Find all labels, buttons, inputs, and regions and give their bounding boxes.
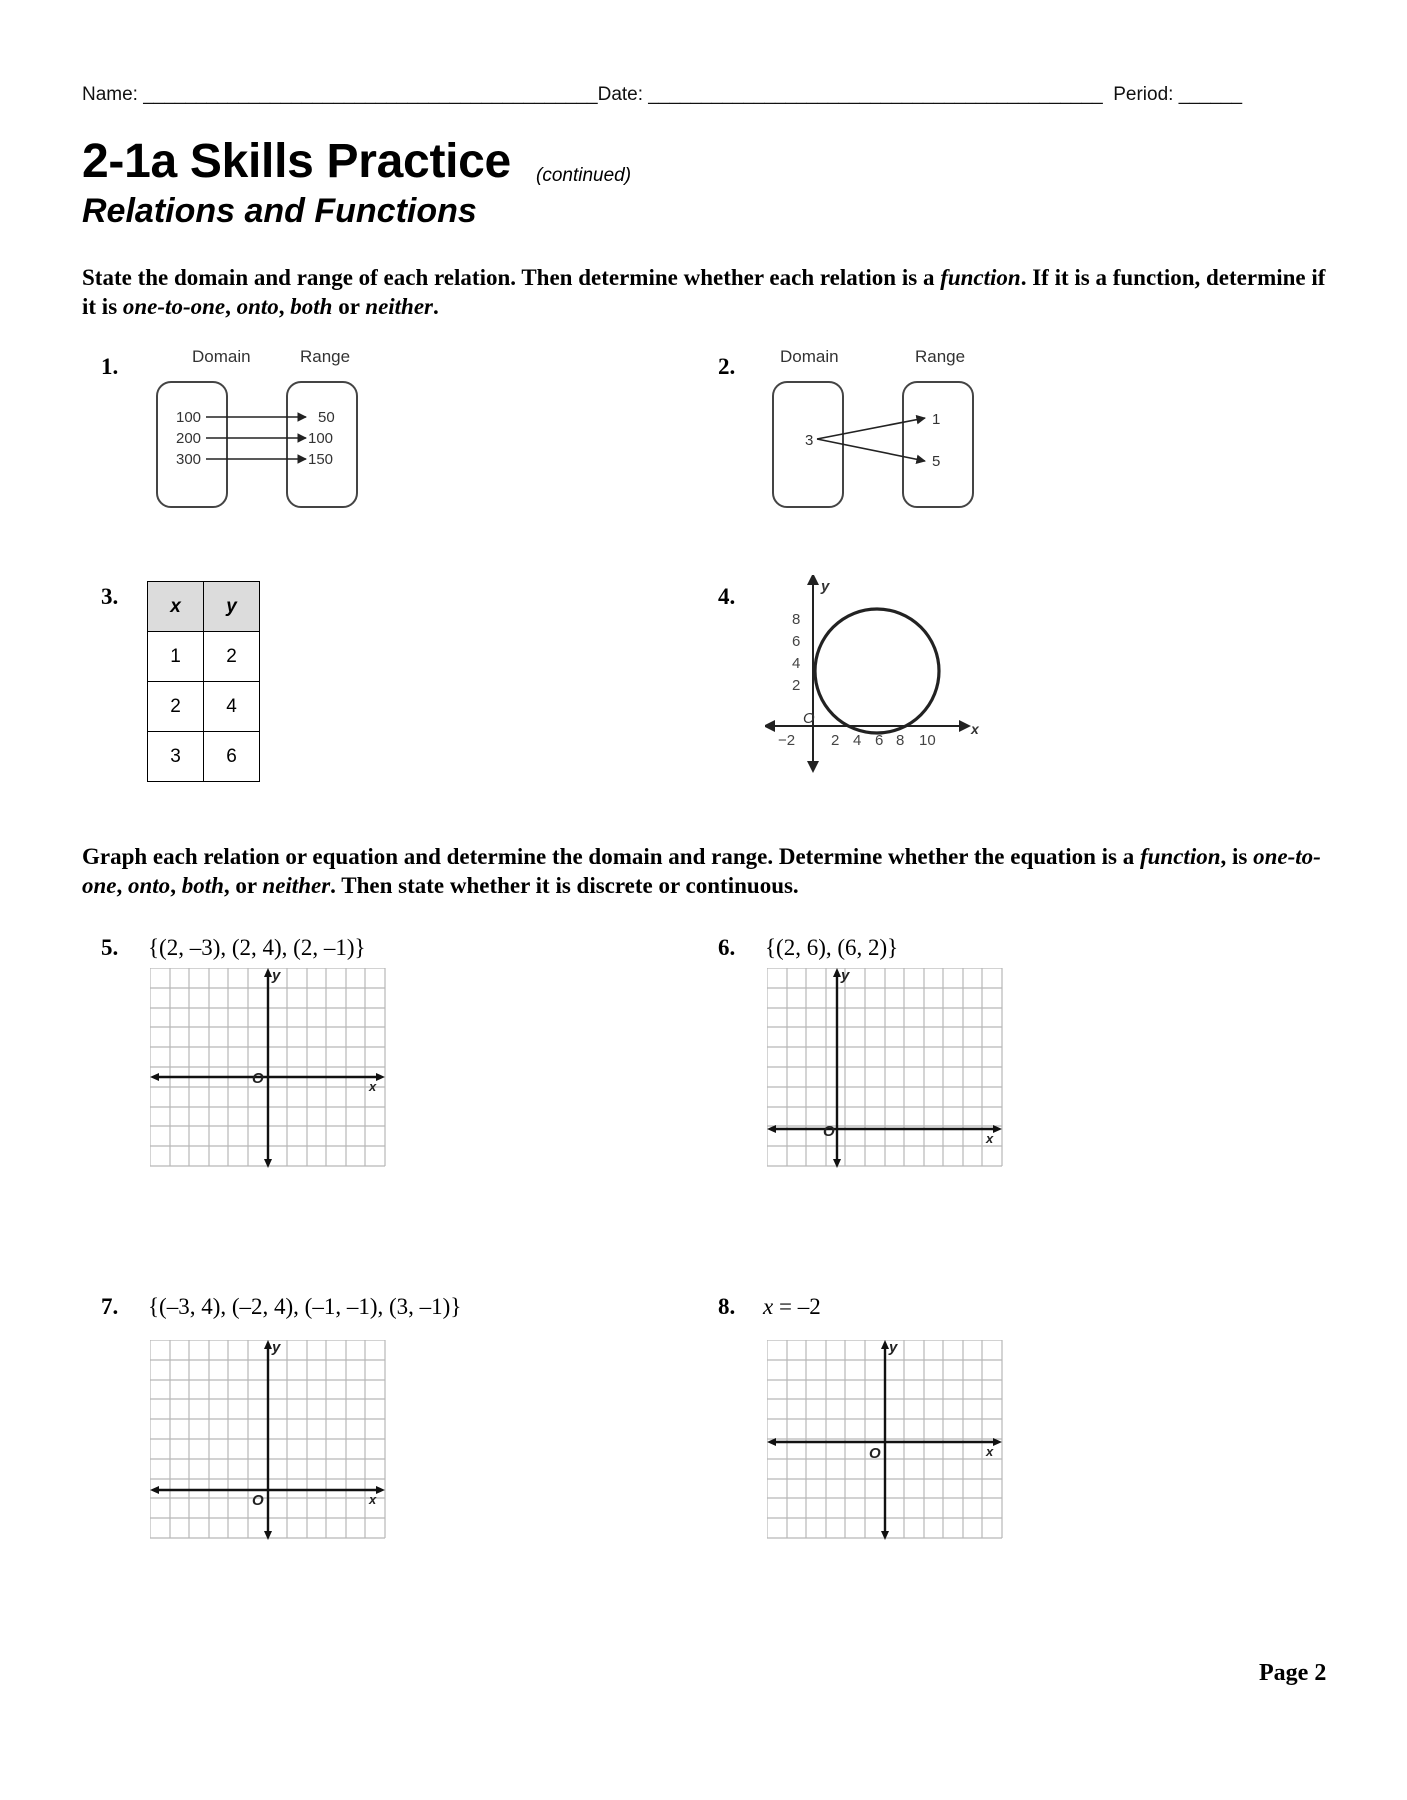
q4-x-tick-6: 6: [875, 732, 884, 749]
q8-equation-rest: = –2: [773, 1294, 821, 1319]
question-2-number: 2.: [718, 354, 736, 379]
question-1-number: 1.: [101, 354, 119, 379]
instruction-fragment: both: [181, 873, 224, 898]
coordinate-grid: [767, 1340, 1008, 1542]
y-axis-arrow-up: [264, 968, 272, 977]
table-row: [148, 732, 260, 782]
question-4-number: 4.: [718, 584, 736, 609]
instruction-fragment: , is: [1220, 844, 1254, 869]
q8-graph-grid: [767, 1340, 1008, 1547]
q3-header-x: x: [148, 582, 204, 632]
q4-y-axis-label: y: [821, 578, 830, 595]
instruction-fragment: one-to-one: [122, 294, 226, 319]
instruction-fragment: ,: [116, 873, 128, 898]
coordinate-grid: [767, 968, 1008, 1170]
q1-domain-value-3: 300: [176, 451, 202, 468]
question-8-equation: [763, 1294, 821, 1320]
y-axis-label: y: [272, 1340, 281, 1356]
q4-circle-graph: [765, 575, 995, 775]
instruction-fragment: neither: [365, 294, 434, 319]
q4-x-tick-8: 8: [896, 732, 905, 749]
question-8-number: 8.: [718, 1294, 736, 1319]
y-axis-arrow-up: [833, 968, 841, 977]
name-date-period-line: Name: ___________________________________________Date: ___________________________________________ Period: ______: [82, 84, 1243, 105]
q3-header-y: y: [204, 582, 260, 632]
q1-mapping-diagram: [150, 342, 370, 512]
question-6-number: 6.: [718, 935, 736, 960]
question-7-number: 7.: [101, 1294, 119, 1319]
y-axis-arrow-down: [881, 1531, 889, 1540]
table-cell: 4: [204, 682, 260, 732]
instruction-fragment: neither: [262, 873, 331, 898]
instruction-fragment: function: [1139, 844, 1221, 869]
origin-label: O: [252, 1492, 264, 1509]
q1-domain-label: Domain: [192, 347, 251, 366]
y-axis-arrow-down: [833, 1159, 841, 1168]
instruction-fragment: Graph each relation or equation and determine the domain and range. Determine whether the equation is a: [82, 844, 1140, 869]
q1-range-label: Range: [300, 347, 351, 366]
question-7-relation: {(–3, 4), (–2, 4), (–1, –1), (3, –1)}: [148, 1294, 462, 1319]
q4-x-tick-2: 2: [831, 732, 840, 749]
coordinate-grid: [150, 968, 391, 1170]
q2-domain-label: Domain: [780, 347, 839, 366]
q4-circle-relation: [815, 609, 939, 733]
table-cell: 6: [204, 732, 260, 782]
worksheet-subtitle: Relations and Functions: [82, 192, 477, 230]
section2-instructions: [82, 842, 1332, 900]
instruction-fragment: . If it is a function, determine if it is: [82, 265, 1326, 319]
instruction-fragment: onto: [236, 294, 279, 319]
q2-range-label: Range: [915, 347, 966, 366]
table-row: [148, 632, 260, 682]
origin-label: O: [869, 1445, 881, 1462]
q4-x-tick-10: 10: [919, 732, 936, 749]
q4-y-tick-2: 2: [792, 677, 801, 694]
q4-origin-label: O: [803, 710, 815, 727]
section1-instructions: [82, 263, 1332, 321]
q4-y-tick-6: 6: [792, 633, 801, 650]
y-axis-label: y: [841, 968, 850, 984]
q6-graph-grid: [767, 968, 1008, 1175]
x-axis-label: x: [986, 1131, 994, 1146]
q4-y-tick-4: 4: [792, 655, 801, 672]
question-5-relation: {(2, –3), (2, 4), (2, –1)}: [148, 935, 366, 960]
q4-x-tick-4: 4: [853, 732, 862, 749]
instruction-fragment: ,: [170, 873, 182, 898]
question-3-number: 3.: [101, 584, 119, 609]
table-cell: 2: [204, 632, 260, 682]
instruction-fragment: one-to-one: [82, 844, 1321, 898]
continued-note: (continued): [536, 165, 632, 186]
instruction-fragment: or: [332, 294, 366, 319]
question-5-number: 5.: [101, 935, 119, 960]
x-axis-arrow-left: [150, 1073, 159, 1081]
x-axis-label: x: [986, 1444, 994, 1459]
q1-range-value-1: 50: [318, 409, 335, 426]
page-number: Page 2: [1259, 1660, 1327, 1686]
coordinate-grid: [150, 1340, 391, 1542]
q4-x-axis-label: x: [971, 721, 979, 737]
y-axis-arrow-down: [264, 1531, 272, 1540]
x-axis-arrow-right: [376, 1073, 385, 1081]
instruction-fragment: function: [940, 265, 1021, 290]
x-axis-label: x: [369, 1079, 377, 1094]
y-axis-label: y: [272, 968, 281, 984]
y-axis-arrow-up: [881, 1340, 889, 1349]
table-cell: 3: [148, 732, 204, 782]
instruction-fragment: State the domain and range of each relation. Then determine whether each relation is a: [82, 265, 941, 290]
table-row: [148, 682, 260, 732]
instruction-fragment: onto: [128, 873, 171, 898]
table-cell: 1: [148, 632, 204, 682]
q2-range-box: [903, 382, 973, 507]
instruction-fragment: both: [290, 294, 333, 319]
q2-range-value-2: 5: [932, 453, 941, 470]
q5-graph-grid: [150, 968, 391, 1175]
q4-x-tick-neg2: −2: [778, 732, 796, 749]
instruction-fragment: .: [433, 294, 439, 319]
worksheet-title: 2-1a Skills Practice: [82, 135, 511, 188]
q8-variable: x: [763, 1294, 774, 1319]
q3-xy-table: [147, 581, 260, 782]
origin-label: O: [252, 1070, 264, 1087]
q1-domain-value-2: 200: [176, 430, 202, 447]
q1-domain-value-1: 100: [176, 409, 202, 426]
q7-graph-grid: [150, 1340, 391, 1547]
x-axis-label: x: [369, 1492, 377, 1507]
x-axis-arrow-right: [376, 1486, 385, 1494]
q2-range-value-1: 1: [932, 411, 941, 428]
instruction-fragment: . Then state whether it is discrete or continuous.: [330, 873, 799, 898]
instruction-fragment: , or: [223, 873, 263, 898]
x-axis-arrow-left: [150, 1486, 159, 1494]
y-axis-arrow-down: [264, 1159, 272, 1168]
y-axis-label: y: [889, 1340, 898, 1356]
q2-mapping-diagram: [765, 342, 985, 512]
instruction-fragment: ,: [225, 294, 237, 319]
origin-label: O: [823, 1123, 835, 1140]
q2-domain-value-1: 3: [805, 432, 814, 449]
question-6-relation: {(2, 6), (6, 2)}: [765, 935, 899, 960]
q1-range-value-3: 150: [308, 451, 334, 468]
q4-y-tick-8: 8: [792, 611, 801, 628]
instruction-fragment: ,: [278, 294, 291, 319]
y-axis-arrow-up: [264, 1340, 272, 1349]
q3-table-header-row: [148, 582, 260, 632]
q1-range-value-2: 100: [308, 430, 334, 447]
table-cell: 2: [148, 682, 204, 732]
